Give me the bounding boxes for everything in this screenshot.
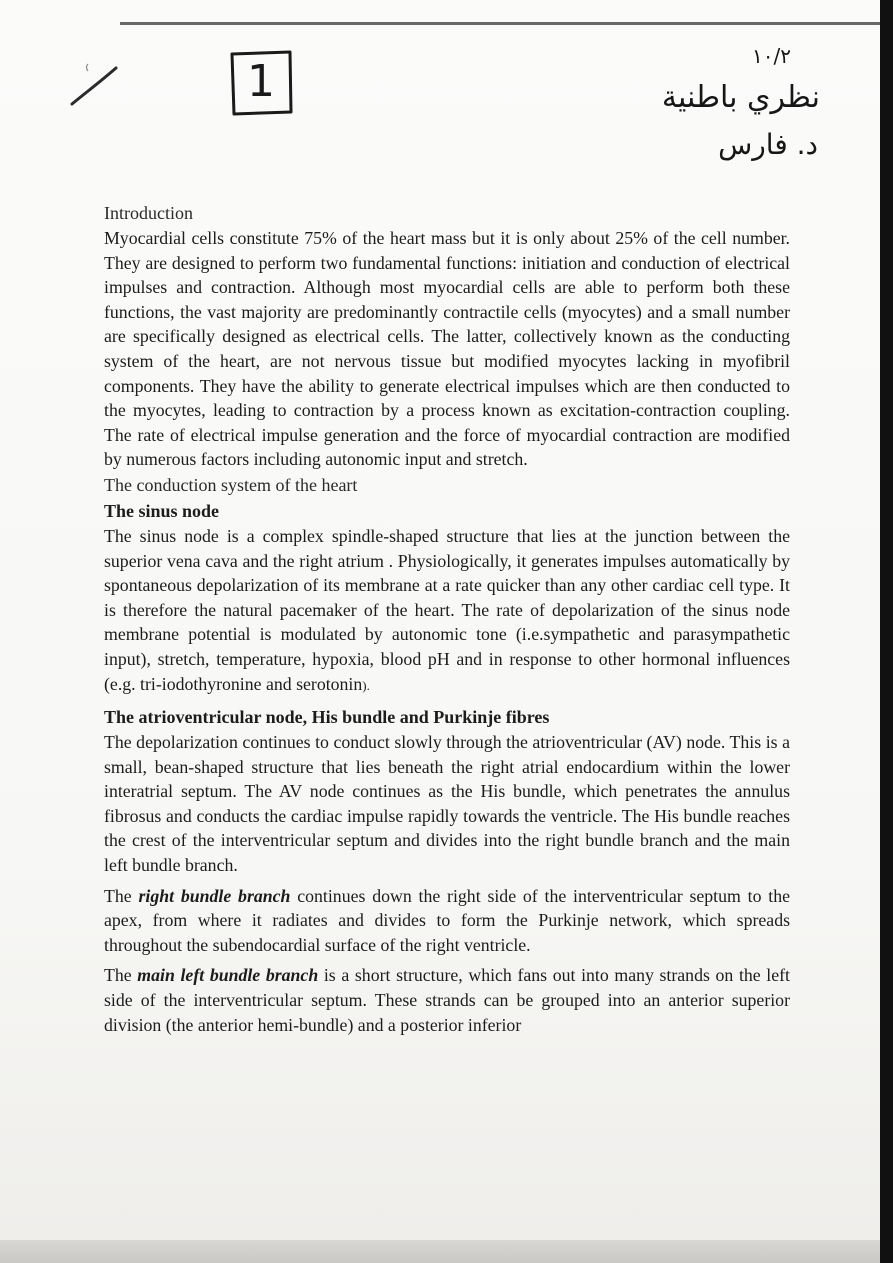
conduction-system-heading: The conduction system of the heart	[104, 474, 358, 495]
sinus-node-paragraph	[104, 524, 790, 698]
left-bundle-term: main left bundle branch	[137, 965, 319, 986]
av-node-heading: The atrioventricular node, His bundle and Purkinje fibres	[104, 707, 550, 728]
document-body	[104, 200, 790, 1037]
sinus-node-tail: ).	[362, 677, 370, 693]
right-bundle-paragraph	[104, 884, 790, 958]
page-number-box	[228, 48, 294, 116]
scan-bottom-edge	[0, 1240, 893, 1263]
scan-right-edge	[880, 0, 893, 1263]
right-bundle-lead: The	[104, 885, 132, 906]
sinus-node-text: The sinus node is a complex spindle-shaped structure that lies at the junction between the superior vena cava and the right atrium . Physiologically, it generates impulses automatically by spontaneous depolarization of its membrane at a rate quicker than any other cardiac cell type. It is therefore the natural pacemaker of the heart. The rate of depolarization of the sinus node membrane potential is modulated by autonomic tone (i.e.sympathetic and parasympathetic input), stretch, temperature, hypoxia, blood pH and in response to other hormonal influences (e.g. tri-iodothyronine and serotonin	[104, 525, 790, 694]
check-mark-icon	[66, 60, 126, 110]
right-bundle-text: continues down the right side of the interventricular septum to the apex, from where it radiates and divides to form the Purkinje network, which spreads throughout the subendocardial surface of the right ventricle.	[104, 885, 790, 955]
sinus-node-heading: The sinus node	[104, 500, 220, 521]
av-node-paragraph: The depolarization continues to conduct slowly through the atrioventricular (AV) node. This is a small, bean-shaped structure that lies beneath the right atrial endocardium within the lower interatrial septum. The AV node continues as the His bundle, which penetrates the annulus fibrosus and conducts the cardiac impulse rapidly towards the ventricle. The His bundle reaches the crest of the interventricular septum and divides into the right bundle branch and the main left bundle branch.	[104, 732, 790, 876]
intro-heading: Introduction	[104, 203, 193, 223]
handwritten-subject: نظري باطنية	[661, 80, 820, 115]
left-bundle-lead: The	[104, 965, 132, 986]
right-bundle-term: right bundle branch	[138, 885, 291, 906]
page-top-edge	[120, 22, 880, 25]
left-bundle-text: is a short structure, which fans out into many strands on the left side of the interventricular septum. These strands can be grouped into an anterior superior division (the anterior hemi-bundle) and a posterior inferior	[104, 965, 790, 1035]
page-number: 1	[247, 56, 275, 107]
left-bundle-paragraph	[104, 963, 790, 1037]
handwritten-doctor: د. فارس	[718, 128, 818, 161]
intro-paragraph: Myocardial cells constitute 75% of the heart mass but it is only about 25% of the cell number. They are designed to perform two fundamental functions: initiation and conduction of electrical impulses and contraction. Although most myocardial cells are able to perform both these functions, the vast majority are predominantly contractile cells (myocytes) and a small number are specifically designed as electrical cells. The latter, collectively known as the conducting system of the heart, are not nervous tissue but modified myocytes lacking in myofibril components. They have the ability to generate electrical impulses which are then conducted to the myocytes, leading to contraction by a process known as excitation-contraction coupling. The rate of electrical impulse generation and the force of myocardial contraction are modified by numerous factors including autonomic input and stretch.	[104, 228, 790, 470]
handwritten-date: ١٠/٢	[752, 44, 791, 68]
